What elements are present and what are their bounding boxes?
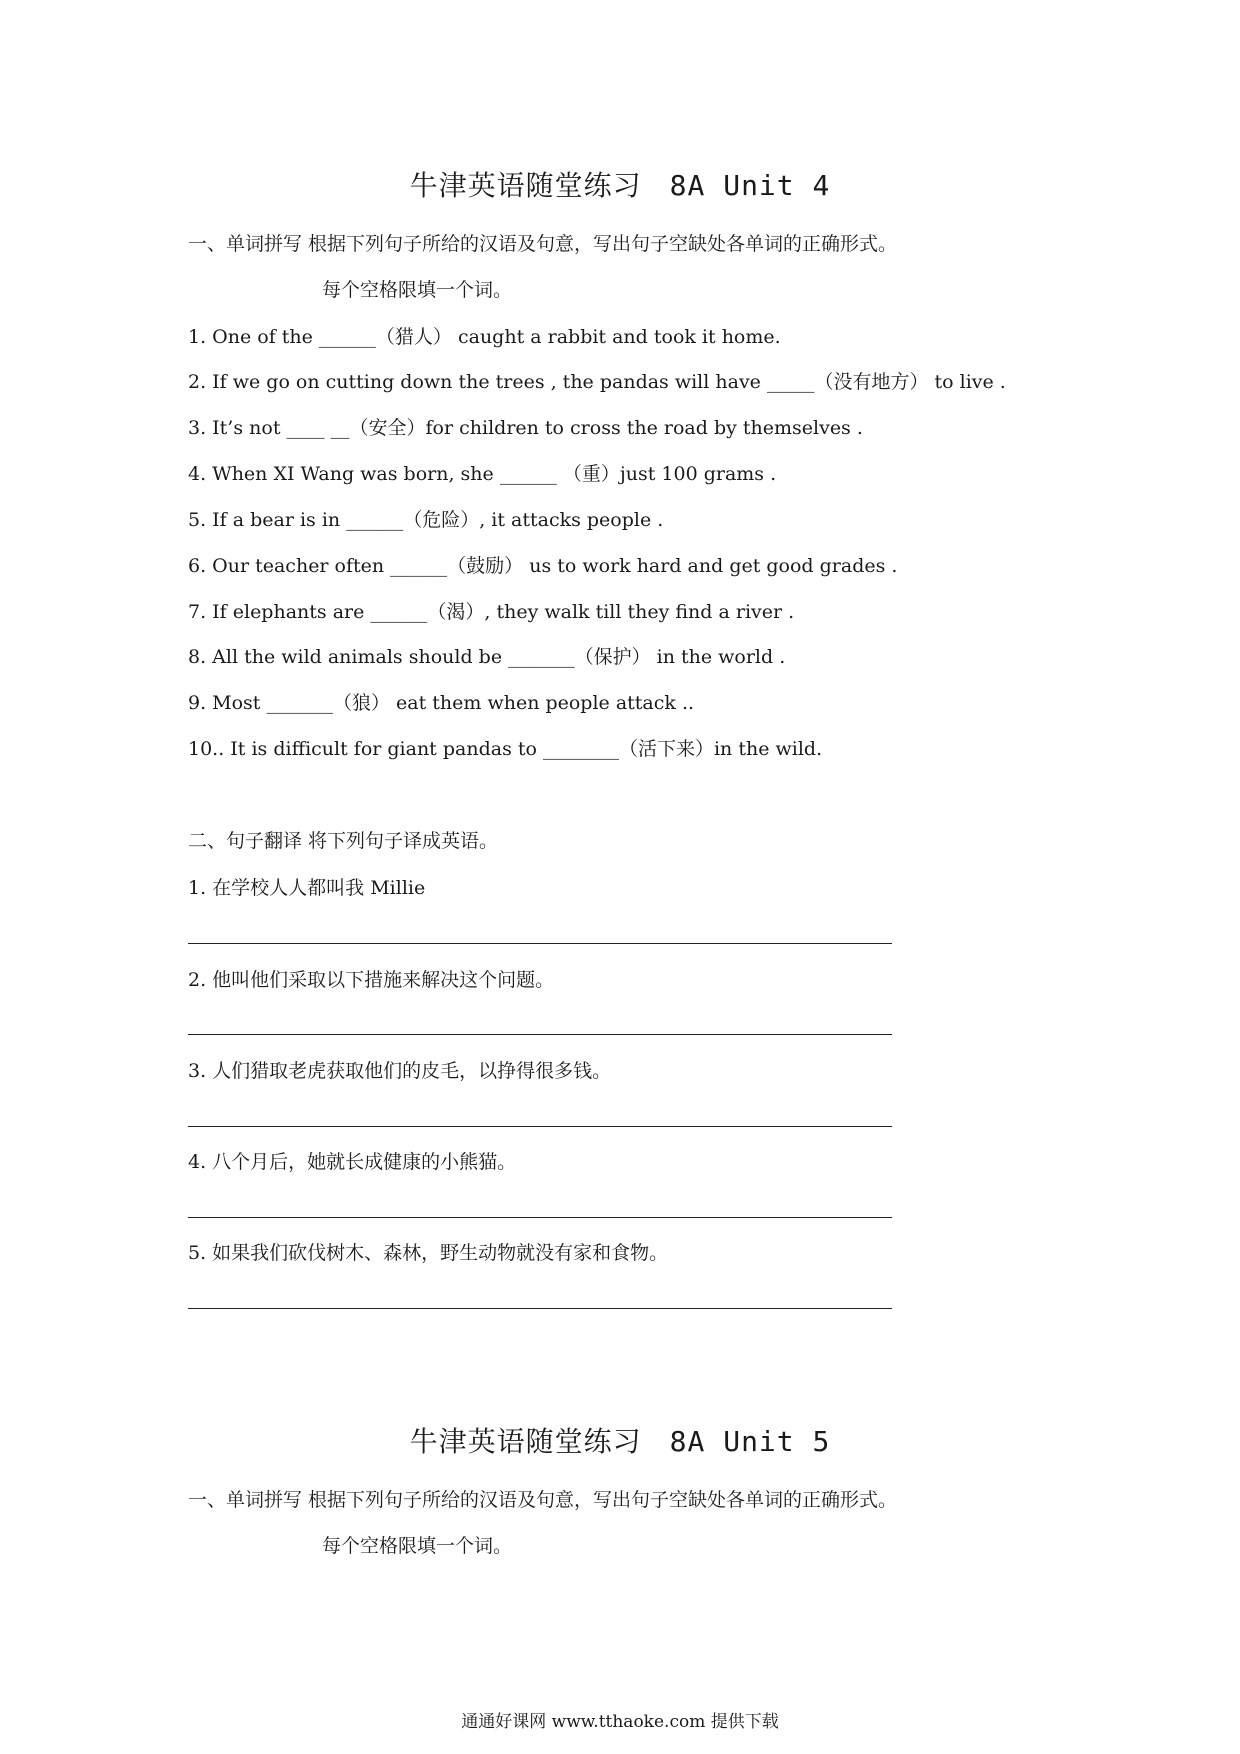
unit4-item-4: 4. When XI Wang was born, she ______ （重）just 100 grams . [188, 463, 777, 485]
unit4-translation-5: 5. 如果我们砍伐树木、森林，野生动物就没有家和食物。 [188, 1242, 669, 1264]
unit4-title [0, 164, 1240, 204]
unit4-title-latin: 8A Unit 4 [669, 169, 831, 202]
unit4-title-cn: 牛津英语随堂练习 [409, 169, 642, 202]
answer-line-4 [188, 1217, 892, 1218]
unit4-item-9: 9. Most _______（狼） eat them when people attack .. [188, 692, 695, 714]
unit4-item-7: 7. If elephants are ______（渴）, they walk till they find a river . [188, 601, 795, 623]
unit4-translation-4: 4. 八个月后，她就长成健康的小熊猫。 [188, 1151, 517, 1173]
answer-line-5 [188, 1308, 892, 1309]
unit4-item-6: 6. Our teacher often ______（鼓励） us to work hard and get good grades . [188, 555, 898, 577]
unit4-section1-heading: 一、单词拼写 根据下列句子所给的汉语及句意，写出句子空缺处各单词的正确形式。 [188, 233, 898, 255]
unit4-translation-3: 3. 人们猎取老虎获取他们的皮毛，以挣得很多钱。 [188, 1060, 612, 1082]
unit4-section2-heading: 二、句子翻译 将下列句子译成英语。 [188, 830, 499, 852]
unit4-item-3: 3. It’s not ____ __（安全）for children to cross the road by themselves . [188, 417, 863, 439]
answer-line-2 [188, 1034, 892, 1035]
footer-credit: 通通好课网 www.tthaoke.com 提供下载 [461, 1712, 779, 1732]
unit5-section1-heading: 一、单词拼写 根据下列句子所给的汉语及句意，写出句子空缺处各单词的正确形式。 [188, 1489, 898, 1511]
answer-line-3 [188, 1126, 892, 1127]
unit4-item-2: 2. If we go on cutting down the trees , the pandas will have _____（没有地方） to live . [188, 371, 1006, 393]
unit4-section1-subheading: 每个空格限填一个词。 [322, 279, 513, 301]
unit5-section1-subheading: 每个空格限填一个词。 [322, 1535, 513, 1557]
answer-line-1 [188, 943, 892, 944]
unit4-item-5: 5. If a bear is in ______（危险）, it attacks people . [188, 509, 664, 531]
unit4-item-8: 8. All the wild animals should be _______（保护） in the world . [188, 646, 786, 668]
unit4-item-1: 1. One of the ______（猎人） caught a rabbit and took it home. [188, 326, 781, 348]
unit5-title-cn: 牛津英语随堂练习 [409, 1425, 642, 1458]
unit4-translation-1: 1. 在学校人人都叫我 Millie [188, 877, 426, 899]
unit5-title-latin: 8A Unit 5 [669, 1425, 831, 1458]
unit4-translation-2: 2. 他叫他们采取以下措施来解决这个问题。 [188, 969, 555, 991]
unit4-item-10: 10.. It is difficult for giant pandas to ________（活下来）in the wild. [188, 738, 823, 760]
unit5-title [0, 1420, 1240, 1460]
